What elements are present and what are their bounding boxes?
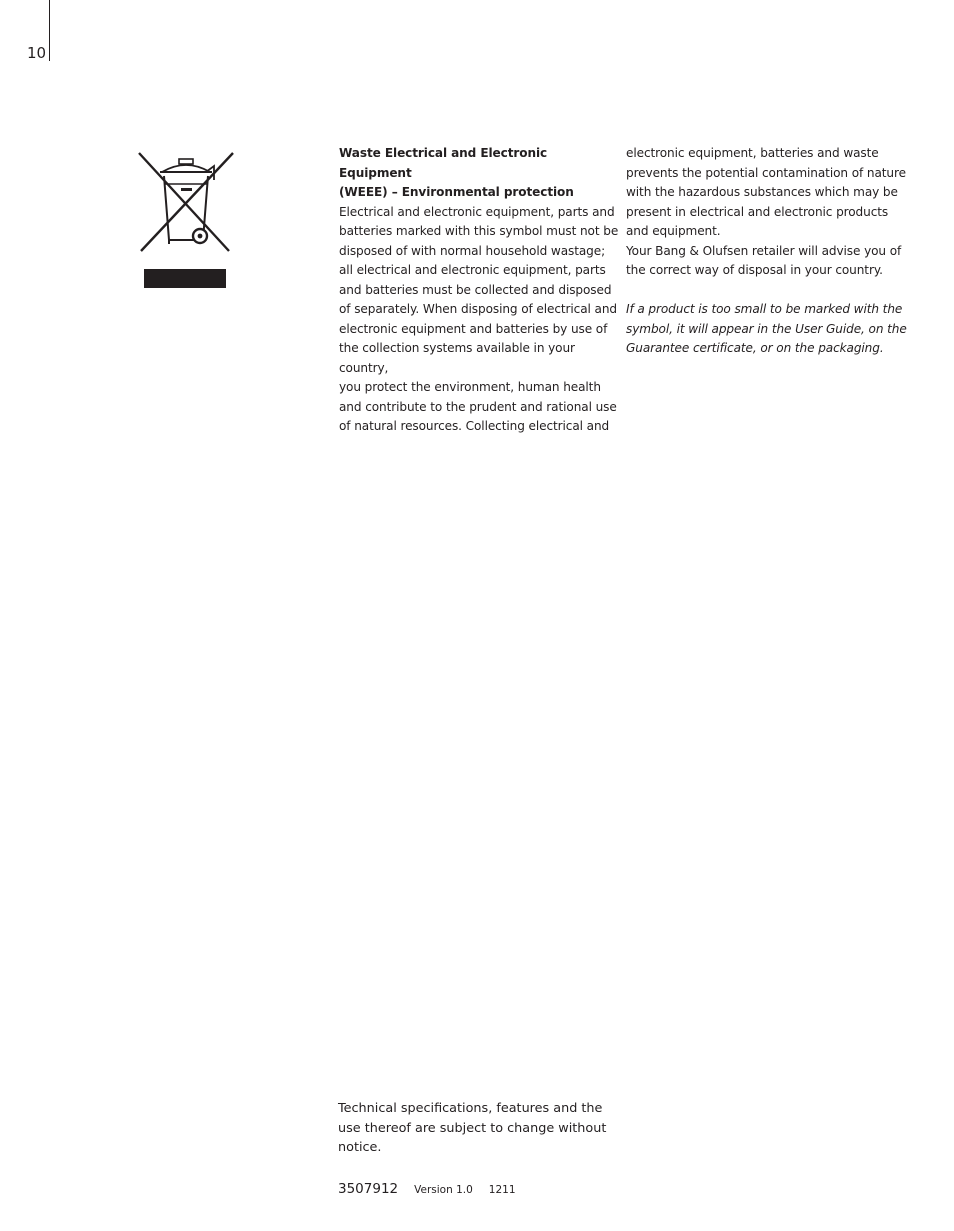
- weee-body-column-1: [339, 203, 619, 437]
- body-line: of natural resources. Collecting electrical and: [339, 419, 610, 433]
- margin-rule: [49, 0, 50, 61]
- crossed-out-wheeled-bin-icon: [136, 150, 236, 290]
- notice-line: Technical specifications, features and the: [338, 1101, 603, 1116]
- body-line: and batteries must be collected and disposed: [339, 282, 612, 297]
- weee-column-2: [626, 144, 911, 359]
- body-line: prevents the potential contamination of nature: [626, 165, 906, 180]
- body-line: and contribute to the prudent and rational use: [339, 399, 617, 414]
- weee-body-column-2: [626, 144, 911, 281]
- document-identifiers: [338, 1178, 516, 1200]
- document-number: 3507912: [338, 1181, 399, 1197]
- weee-symbol: [136, 150, 236, 290]
- body-line: the collection systems available in your country,: [339, 341, 575, 375]
- weee-heading-line-2: (WEEE) – Environmental protection: [339, 185, 574, 199]
- small-product-note: [626, 300, 911, 359]
- body-line: and equipment.: [626, 224, 721, 238]
- weee-heading-line-1: Waste Electrical and Electronic Equipment: [339, 146, 548, 180]
- paragraph-gap: [626, 281, 911, 301]
- body-line: Your Bang & Olufsen retailer will advise you of: [626, 243, 902, 258]
- body-line: of separately. When disposing of electrical and: [339, 302, 617, 316]
- body-line: electronic equipment and batteries by use of: [339, 321, 608, 336]
- note-line: Guarantee certificate, or on the packaging.: [626, 341, 884, 355]
- notice-line: use thereof are subject to change without: [338, 1120, 607, 1136]
- body-line: the correct way of disposal in your country.: [626, 263, 883, 277]
- version-label: Version 1.0: [414, 1184, 473, 1196]
- body-line: you protect the environment, human health: [339, 380, 601, 394]
- body-line: Electrical and electronic equipment, parts and: [339, 204, 615, 219]
- weee-column-1: [339, 144, 619, 437]
- body-line: disposed of with normal household wastage;: [339, 243, 606, 258]
- notice-line: notice.: [338, 1140, 382, 1155]
- specifications-notice: [338, 1099, 618, 1158]
- note-line: If a product is too small to be marked with the: [626, 302, 903, 316]
- body-line: present in electrical and electronic products: [626, 204, 889, 219]
- body-line: all electrical and electronic equipment, parts: [339, 263, 606, 277]
- body-line: with the hazardous substances which may be: [626, 185, 898, 199]
- body-line: electronic equipment, batteries and waste: [626, 146, 879, 160]
- page-number: 10: [27, 44, 47, 62]
- note-line: symbol, it will appear in the User Guide, on the: [626, 321, 907, 336]
- body-line: batteries marked with this symbol must not be: [339, 224, 619, 238]
- date-code: 1211: [488, 1184, 516, 1196]
